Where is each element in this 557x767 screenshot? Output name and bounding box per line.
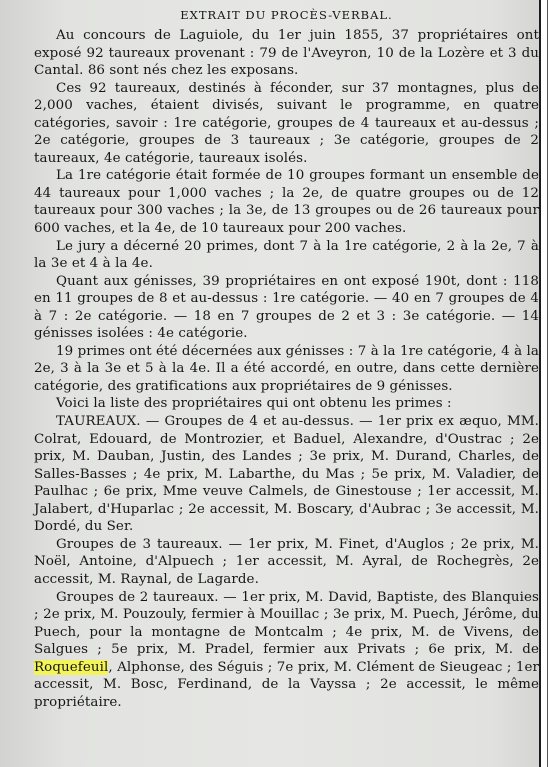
- groupes-2-text-end: , Alphonse, des Séguis ; 7e prix, M. Clément de Sieugeac ; 1er accessit, M. Bosc, Ferdinand, de la Vayssa ; 2e accessit, le même propriétaire.: [34, 659, 539, 710]
- paragraph-concours: Au concours de Laguiole, du 1er juin 1855, 37 propriétaires ont exposé 92 taureaux provenant : 79 de l'Aveyron, 10 de la Lozère et 3 du Cantal. 86 sont nés chez les exposans.: [34, 28, 539, 79]
- paragraph-primes-genisses: 19 primes ont été décernées aux génisses : 7 à la 1re catégorie, 4 à la 2e, 3 à la 3e et 5 à la 4e. Il a été accordé, en outre, dans cette dernière catégorie, des gratifications aux propriétaires de 9 génisses.: [34, 343, 539, 394]
- paragraph-jury-primes: Le jury a décerné 20 primes, dont 7 à la 1re catégorie, 2 à la 2e, 7 à la 3e et 4 à la 4e.: [34, 238, 539, 272]
- column-rule: [539, 0, 557, 767]
- paragraph-genisses: Quant aux génisses, 39 propriétaires en ont exposé 190t, dont : 118 en 11 groupes de 8 et au-dessus : 1re catégorie. — 40 en 7 groupes de 4 à 7 : 2e catégorie. — 18 en 7 groupes de 2 et 3 : 3e catégorie. — 14 génisses isolées : 4e catégorie.: [34, 273, 539, 342]
- paragraph-taureaux-groupes-4: TAUREAUX. — Groupes de 4 et au-dessus. — 1er prix ex æquo, MM. Colrat, Edouard, de Montrozier, et Baduel, Alexandre, d'Oustrac ; 2e prix, M. Dauban, Justin, des Landes ; 3e prix, M. Durand, Charles, de Salles-Basses ; 4e prix, M. Labarthe, du Mas ; 5e prix, M. Valadier, de Paulhac ; 6e prix, Mme veuve Calmels, de Ginestouse ; 1er accessit, M. Jalabert, d'Huparlac ; 2e accessit, M. Boscary, d'Aubrac ; 3e accessit, M. Dordé, du Ser.: [34, 414, 539, 535]
- paragraph-groupes-2: [34, 589, 539, 712]
- article-header: EXTRAIT DU PROCÈS-VERBAL.: [180, 8, 393, 22]
- paragraph-premiere-categorie: La 1re catégorie était formée de 10 groupes formant un ensemble de 44 taureaux pour 1,000 vaches ; la 2e, de quatre groupes ou de 12 taureaux pour 300 vaches ; la 3e, de 13 groupes ou de 26 taureaux pour 600 vaches, et la 4e, de 10 taureaux pour 200 vaches.: [34, 168, 539, 237]
- paragraph-groupes-3: Groupes de 3 taureaux. — 1er prix, M. Finet, d'Auglos ; 2e prix, M. Noël, Antoine, d'Alpuech ; 1er accessit, M. Ayral, de Rochegrès, 2e accessit, M. Raynal, de Lagarde.: [34, 536, 539, 587]
- paragraph-taureaux-categories: Ces 92 taureaux, destinés à féconder, sur 37 montagnes, plus de 2,000 vaches, étaient divisés, suivant le programme, en quatre catégories, savoir : 1re catégorie, groupes de 4 taureaux et au-dessus ; 2e catégorie, groupes de 3 taureaux ; 3e catégorie, groupes de 2 taureaux, 4e catégorie, taureaux isolés.: [34, 80, 539, 166]
- highlighted-name: Roquefeuil: [34, 659, 109, 675]
- paragraph-liste-intro: Voici la liste des propriétaires qui ont obtenu les primes :: [56, 396, 452, 412]
- article-column: [34, 8, 539, 711]
- groupes-2-text-start: Groupes de 2 taureaux. — 1er prix, M. David, Baptiste, des Blanquies ; 2e prix, M. Pouzouly, fermier à Mouillac ; 3e prix, M. Puech, Jérôme, du Puech, pour la montagne de Montcalm ; 4e prix, M. de Vivens, de Salgues ; 5e prix, M. Pradel, fermier aux Privats ; 6e prix, M. de: [34, 589, 539, 658]
